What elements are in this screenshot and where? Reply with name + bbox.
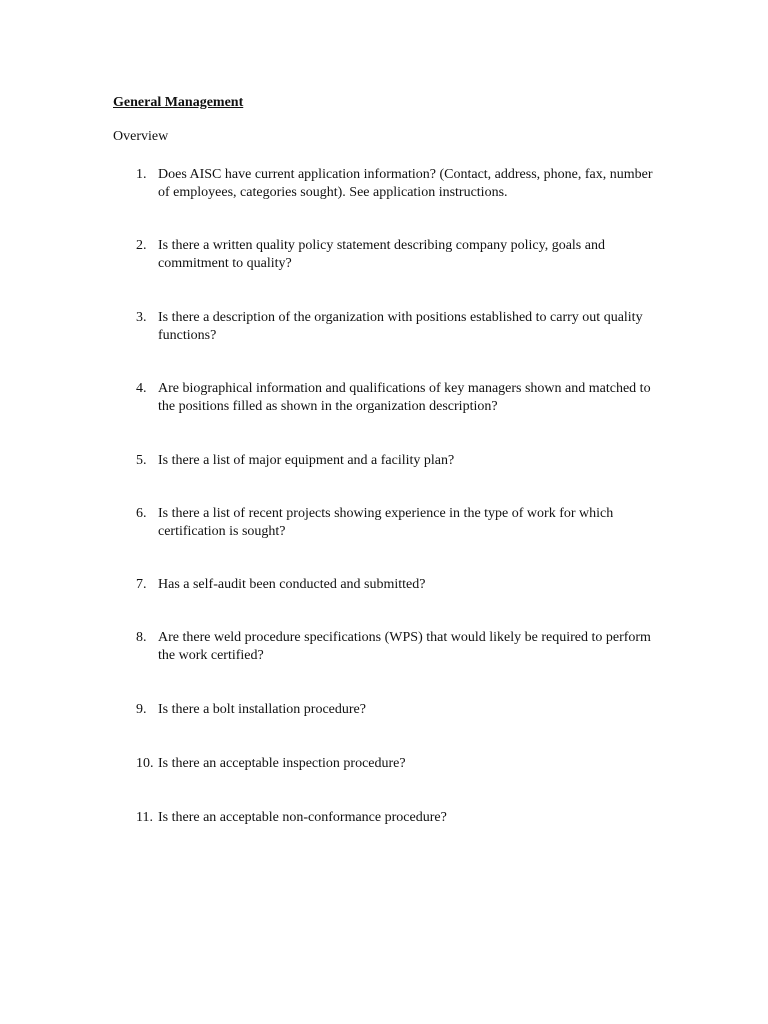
question-number: 7. <box>136 577 147 592</box>
question-text: Are biographical information and qualifications of key managers shown and matched to the positions filled as shown in the organization description? <box>158 381 651 414</box>
question-number: 8. <box>136 630 147 645</box>
question-number: 6. <box>136 506 147 521</box>
question-text: Is there a bolt installation procedure? <box>158 702 366 717</box>
question-text: Is there a written quality policy statement describing company policy, goals and commitment to quality? <box>158 238 605 271</box>
question-text: Is there a list of recent projects showing experience in the type of work for which certification is sought? <box>158 506 614 539</box>
question-number: 9. <box>136 702 147 717</box>
question-text: Is there an acceptable non-conformance procedure? <box>158 810 447 825</box>
section-heading: General Management <box>113 95 244 110</box>
section-subheading: Overview <box>113 129 169 144</box>
question-number: 1. <box>136 167 147 182</box>
question-number: 4. <box>136 381 147 396</box>
question-number: 10. <box>136 756 154 771</box>
question-text: Is there a description of the organization with positions established to carry out quality functions? <box>158 310 643 343</box>
question-text: Has a self-audit been conducted and submitted? <box>158 577 426 592</box>
question-number: 2. <box>136 238 147 253</box>
question-number: 5. <box>136 453 147 468</box>
question-text: Is there an acceptable inspection procedure? <box>158 756 406 771</box>
question-number: 11. <box>136 810 153 825</box>
question-text: Does AISC have current application information? (Contact, address, phone, fax, number of employees, categories sought). See application instructions. <box>158 167 653 200</box>
question-text: Is there a list of major equipment and a facility plan? <box>158 453 455 468</box>
question-text: Are there weld procedure specifications (WPS) that would likely be required to perform the work certified? <box>158 630 651 663</box>
question-number: 3. <box>136 310 147 325</box>
